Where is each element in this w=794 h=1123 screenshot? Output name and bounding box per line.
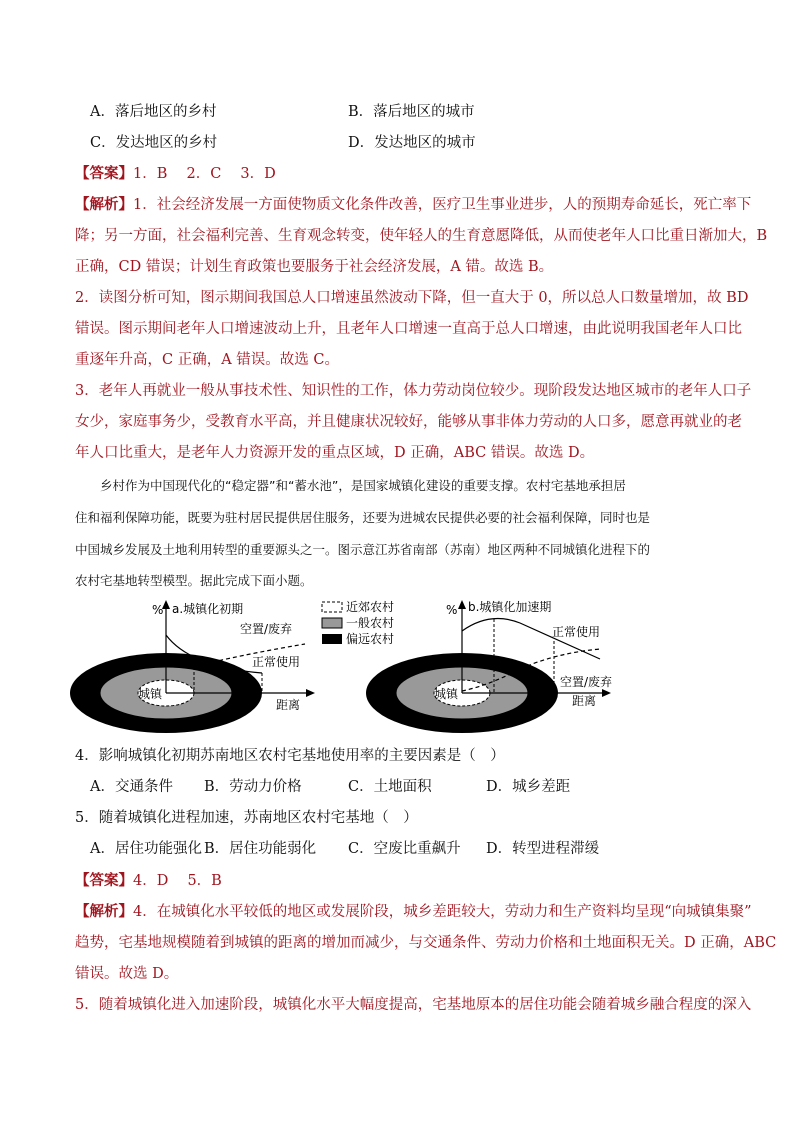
legend-swatch-general: [322, 618, 342, 628]
passage-line: 住和福利保障功能，既要为驻村居民提供居住服务，还要为进城农民提供必要的社会福利保障，同时也是: [75, 510, 651, 525]
q4-option-a: A．交通条件: [90, 779, 173, 795]
diagram-title: a.城镇化初期: [172, 602, 244, 616]
answer-text: 4．D 5．B: [133, 873, 222, 889]
q4-option-b: B．劳动力价格: [204, 779, 302, 795]
analysis-line: 正确，CD 错误；计划生育政策也要服务于社会经济发展，A 错。故选 B。: [75, 259, 554, 275]
curve-label: 空置/废弃: [240, 622, 293, 636]
legend-swatch-remote: [322, 634, 342, 644]
y-label: %: [152, 603, 164, 617]
q5-option-c: C．空废比重飙升: [348, 841, 461, 857]
x-axis-arrow: [306, 689, 315, 697]
analysis-line: 女少，家庭事务少，受教育水平高，并且健康状况较好，能够从事非体力劳动的人口多，愿意再就业的老: [75, 414, 742, 430]
analysis-line: 【解析】4．在城镇化水平较低的地区或发展阶段，城乡差距较大，劳动力和生产资料均呈现“向城镇集聚”: [75, 903, 752, 920]
answer-text: 1．B 2．C 3．D: [133, 166, 276, 182]
option-b: B．落后地区的城市: [348, 104, 475, 120]
answer-tag: 【答案】: [75, 165, 133, 182]
analysis-line: 错误。图示期间老年人口增速波动上升，且老年人口增速一直高于总人口增速，由此说明我国老年人口比: [75, 321, 742, 337]
homestead-transition-figure: [0, 597, 794, 737]
x-label: 距离: [276, 698, 301, 712]
option-d: D．发达地区的城市: [348, 135, 476, 151]
answer-block-2: [75, 871, 222, 891]
diagram-title: b.城镇化加速期: [468, 600, 552, 614]
analysis-line: 重逐年升高，C 正确，A 错误。故选 C。: [75, 352, 339, 368]
option-a: A．落后地区的乡村: [90, 104, 217, 120]
legend: [322, 599, 394, 646]
q5-option-b: B．居住功能弱化: [204, 841, 317, 857]
q4-option-d: D．城乡差距: [486, 779, 571, 795]
question-5-stem: 5．随着城镇化进程加速，苏南地区农村宅基地（ ）: [75, 810, 418, 826]
legend-label: 近郊农村: [346, 600, 395, 614]
q5-option-d: D．转型进程滞缓: [486, 841, 600, 857]
x-axis-arrow: [602, 689, 611, 697]
center-label: 城镇: [434, 687, 459, 701]
center-label: 城镇: [138, 687, 163, 701]
passage-line: 中国城乡发展及土地利用转型的重要源头之一。图示意江苏省南部（苏南）地区两种不同城镇化进程下的: [75, 542, 651, 557]
passage-line: 农村宅基地转型模型。据此完成下面小题。: [75, 573, 313, 588]
curve-label: 正常使用: [252, 655, 301, 669]
answer-tag: 【答案】: [75, 872, 133, 889]
analysis-tag: 【解析】: [75, 196, 133, 213]
analysis-line: 3．老年人再就业一般从事技术性、知识性的工作，体力劳动岗位较少。现阶段发达地区城市的老年人口子: [75, 383, 752, 399]
analysis-line: 错误。故选 D。: [75, 966, 179, 982]
x-label: 距离: [572, 694, 597, 708]
y-axis-arrow: [458, 600, 466, 609]
passage-line: 乡村作为中国现代化的“稳定器”和“蓄水池”，是国家城镇化建设的重要支撑。农村宅基地承担居: [75, 478, 626, 493]
curve-label: 空置/废弃: [560, 675, 613, 689]
q5-option-a: A．居住功能强化: [90, 841, 202, 857]
option-c: C．发达地区的乡村: [90, 135, 218, 151]
analysis-line: 年人口比重大，是老年人力资源开发的重点区域，D 正确，ABC 错误。故选 D。: [75, 445, 595, 461]
curve-label: 正常使用: [552, 625, 601, 639]
analysis-line: 降；另一方面，社会福利完善、生育观念转变，使年轻人的生育意愿降低，从而使老年人口比重日渐加大，B: [75, 228, 768, 244]
analysis-tag: 【解析】: [75, 903, 133, 920]
question-4-stem: 4．影响城镇化初期苏南地区农村宅基地使用率的主要因素是（ ）: [75, 748, 505, 764]
diagram-b: [366, 599, 612, 733]
legend-label: 偏远农村: [346, 632, 395, 646]
analysis-line: 趋势，宅基地规模随着到城镇的距离的增加而减少，与交通条件、劳动力价格和土地面积无关。D 正确，ABC: [75, 935, 777, 951]
legend-swatch-suburban: [322, 602, 342, 612]
y-label: %: [446, 603, 458, 617]
analysis-line: 5．随着城镇化进入加速阶段，城镇化水平大幅度提高，宅基地原本的居住功能会随着城乡融合程度的深入: [75, 997, 752, 1013]
analysis-line: 2．读图分析可知，图示期间我国总人口增速虽然波动下降，但一直大于 0，所以总人口数量增加，故 BD: [75, 290, 749, 306]
analysis-line: 【解析】1．社会经济发展一方面使物质文化条件改善，医疗卫生事业进步，人的预期寿命延长，死亡率下: [75, 196, 752, 213]
diagram-a: [70, 600, 315, 733]
legend-label: 一般农村: [346, 616, 395, 630]
q4-option-c: C．土地面积: [348, 779, 432, 795]
answer-block-1: [75, 164, 276, 184]
